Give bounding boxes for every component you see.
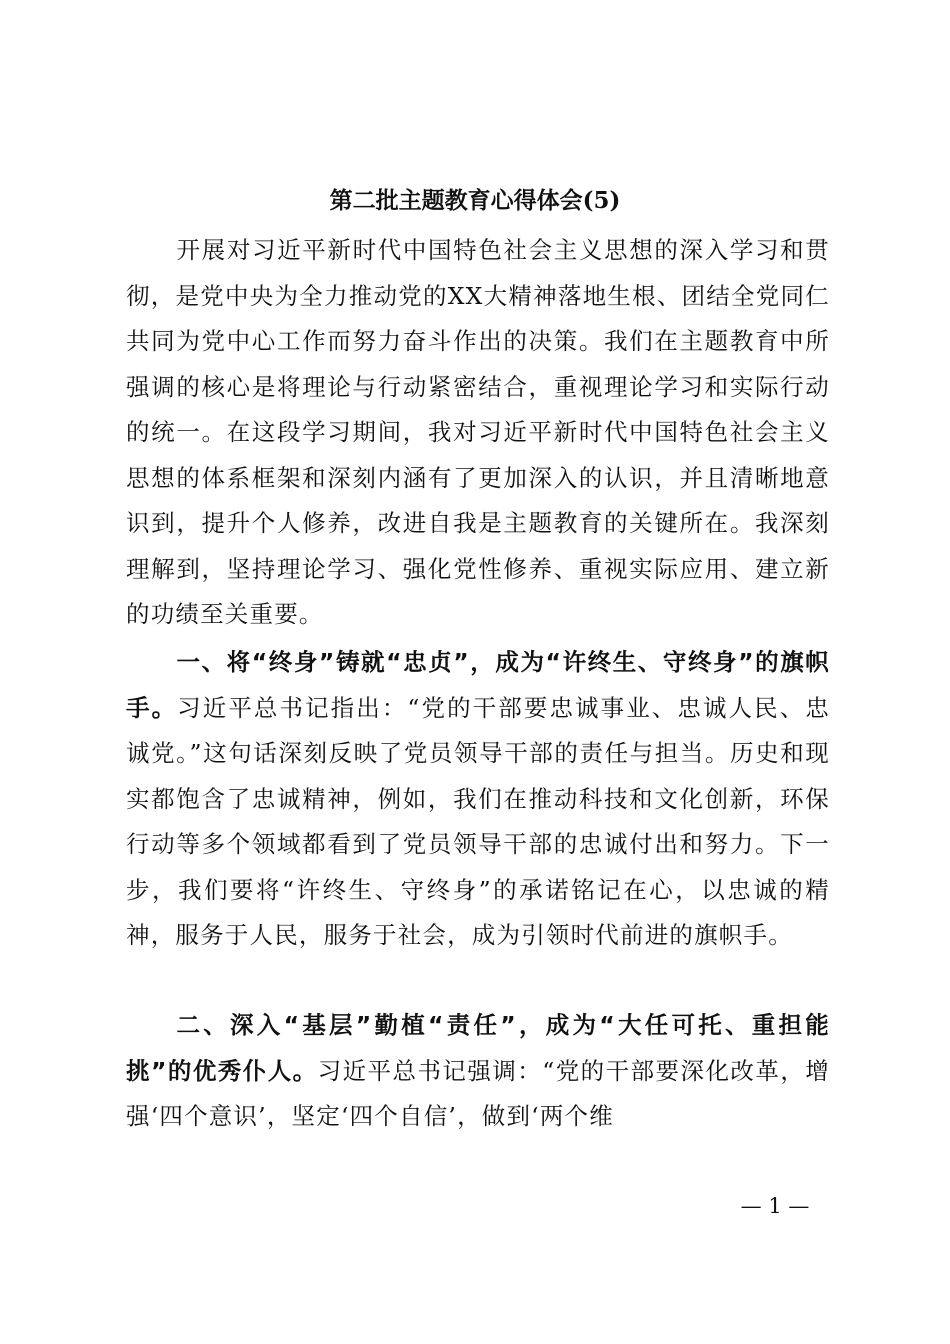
section-heading-1: 一、将“终身”铸就“忠贞”，成为“许终生、守终身”的旗帜手。 [126,648,830,722]
page-number: — 1 — [740,1194,810,1218]
section-heading-2: 二、深入“基层”勤植“责任”，成为“大任可托、重担能挑”的优秀仆人。 [126,1011,830,1085]
paragraph-3 [126,1003,830,1140]
document-title: 第二批主题教育心得体会(5) [329,187,621,214]
paragraph-2 [126,640,830,959]
paragraph-2-text: 习近平总书记指出：“党的干部要忠诚事业、忠诚人民、忠诚党。”这句话深刻反映了党员领导干部的责任与担当。历史和现实都饱含了忠诚精神，例如，我们在推动科技和文化创新，环保行动等多个领域都看到了党员领导干部的忠诚付出和努力。下一步，我们要将“许终生、守终身”的承诺铭记在心，以忠诚的精神，服务于人民，服务于社会，成为引领时代前进的旗帜手。 [126,693,830,949]
paragraph-1-text: 开展对习近平新时代中国特色社会主义思想的深入学习和贯彻，是党中央为全力推动党的XX大精神落地生根、团结全党同仁共同为党中心工作而努力奋斗作出的决策。我们在主题教育中所强调的核心是将理论与行动紧密结合，重视理论学习和实际行动的统一。在这段学习期间，我对习近平新时代中国特色社会主义思想的体系框架和深刻内涵有了更加深入的认识，并且清晰地意识到，提升个人修养，改进自我是主题教育的关键所在。我深刻理解到，坚持理论学习、强化党性修养、重视实际应用、建立新的功绩至关重要。 [126,236,830,628]
paragraph-1 [126,228,830,638]
paragraph-3-text: 习近平总书记强调：“党的干部要深化改革，增强‘四个意识’，坚定‘四个自信’，做到‘两个维 [126,1056,831,1130]
